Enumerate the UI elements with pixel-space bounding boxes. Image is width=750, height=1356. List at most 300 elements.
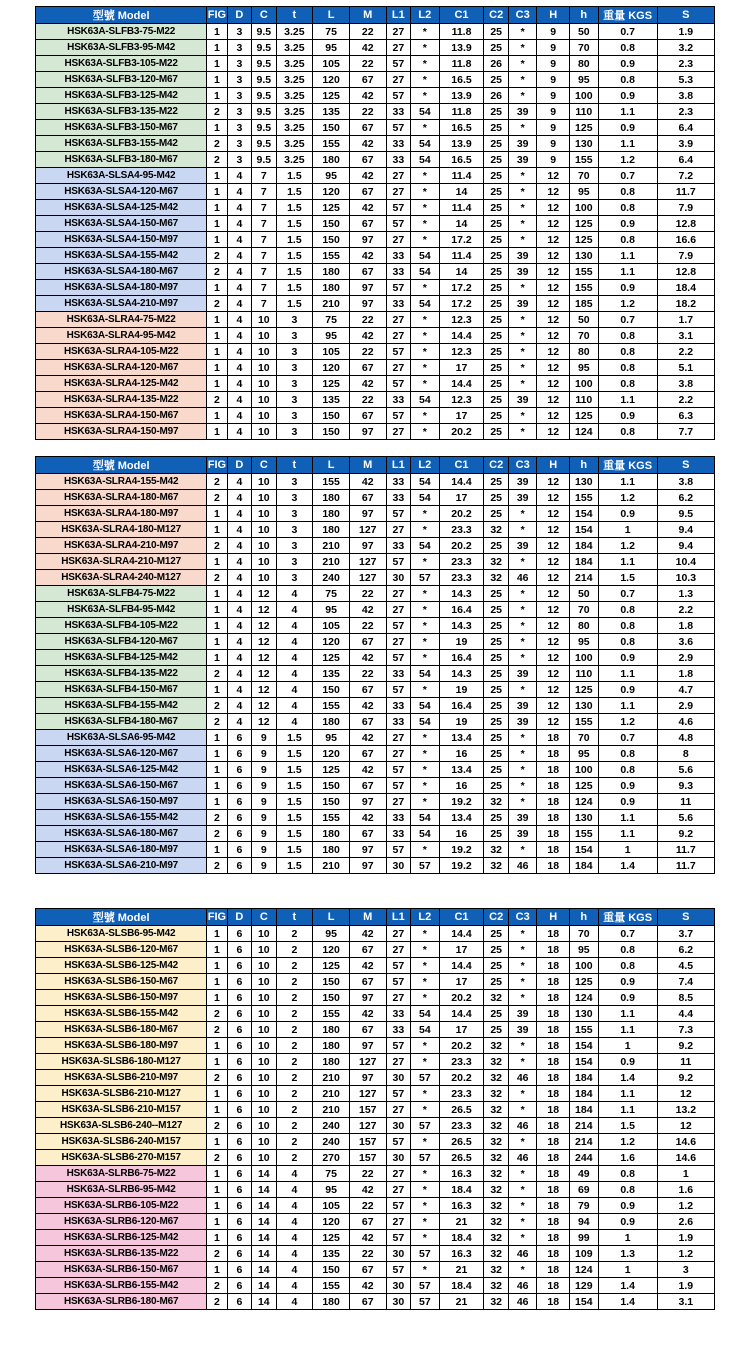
cell-l1: 33 [386, 392, 410, 408]
cell-d: 6 [227, 1246, 251, 1262]
cell-c1: 20.2 [439, 1038, 484, 1054]
cell-m: 157 [349, 1102, 386, 1118]
cell-l: 180 [313, 1294, 350, 1310]
cell-m: 22 [349, 104, 386, 120]
cell-c3: 39 [508, 666, 537, 682]
cell-c3: * [508, 1134, 537, 1150]
cell-t: 4 [276, 618, 313, 634]
cell-h: 18 [537, 842, 570, 858]
cell-l1: 30 [386, 1150, 410, 1166]
cell-fig: 1 [207, 730, 227, 746]
cell-h-small: 124 [570, 424, 599, 440]
cell-c2: 25 [484, 730, 508, 746]
cell-s: 14.6 [657, 1134, 714, 1150]
cell-m: 67 [349, 264, 386, 280]
cell-weight-kgs: 1.1 [598, 826, 657, 842]
model-cell: HSK63A-SLRA4-180-M67 [36, 490, 207, 506]
cell-t: 3.25 [276, 88, 313, 104]
cell-c1: 17.2 [439, 280, 484, 296]
table-row [36, 1198, 715, 1214]
table-row [36, 682, 715, 698]
cell-c: 12 [252, 634, 276, 650]
model-cell: HSK63A-SLFB3-120-M67 [36, 72, 207, 88]
cell-m: 67 [349, 408, 386, 424]
cell-l: 150 [313, 216, 350, 232]
cell-weight-kgs: 0.9 [598, 682, 657, 698]
cell-s: 4.8 [657, 730, 714, 746]
cell-t: 1.5 [276, 168, 313, 184]
cell-fig: 1 [207, 168, 227, 184]
cell-d: 6 [227, 1230, 251, 1246]
cell-h-small: 154 [570, 506, 599, 522]
table-row [36, 392, 715, 408]
cell-d: 6 [227, 1070, 251, 1086]
cell-l2: 54 [411, 104, 440, 120]
cell-h: 18 [537, 926, 570, 942]
cell-t: 3.25 [276, 72, 313, 88]
cell-fig: 1 [207, 424, 227, 440]
column-header-c3: C3 [508, 457, 537, 474]
cell-s: 4.5 [657, 958, 714, 974]
cell-l1: 27 [386, 1182, 410, 1198]
cell-c: 10 [252, 990, 276, 1006]
cell-c: 9 [252, 826, 276, 842]
cell-t: 1.5 [276, 826, 313, 842]
table-row [36, 312, 715, 328]
cell-c2: 25 [484, 634, 508, 650]
cell-c1: 17 [439, 942, 484, 958]
cell-m: 97 [349, 1038, 386, 1054]
model-cell: HSK63A-SLRA4-180-M127 [36, 522, 207, 538]
cell-s: 5.6 [657, 762, 714, 778]
cell-fig: 2 [207, 1118, 227, 1134]
cell-c2: 25 [484, 168, 508, 184]
cell-fig: 2 [207, 1022, 227, 1038]
column-header-c: C [252, 457, 276, 474]
cell-c3: 46 [508, 1294, 537, 1310]
cell-c3: * [508, 1038, 537, 1054]
cell-c: 9.5 [252, 104, 276, 120]
cell-l: 150 [313, 232, 350, 248]
model-cell: HSK63A-SLRA4-180-M97 [36, 506, 207, 522]
column-header-fig: FIG [207, 7, 227, 24]
cell-l: 125 [313, 88, 350, 104]
cell-t: 1.5 [276, 216, 313, 232]
cell-t: 3 [276, 360, 313, 376]
cell-h-small: 154 [570, 1038, 599, 1054]
table-row [36, 698, 715, 714]
cell-l2: 57 [411, 858, 440, 874]
cell-l1: 57 [386, 408, 410, 424]
cell-c2: 26 [484, 56, 508, 72]
cell-fig: 1 [207, 1134, 227, 1150]
cell-l1: 30 [386, 1246, 410, 1262]
cell-m: 42 [349, 328, 386, 344]
cell-s: 3.1 [657, 1294, 714, 1310]
cell-weight-kgs: 0.9 [598, 408, 657, 424]
cell-c3: * [508, 1214, 537, 1230]
cell-l1: 27 [386, 746, 410, 762]
cell-d: 4 [227, 184, 251, 200]
model-cell: HSK63A-SLSA4-150-M67 [36, 216, 207, 232]
cell-l2: 54 [411, 248, 440, 264]
cell-c3: * [508, 200, 537, 216]
cell-weight-kgs: 0.9 [598, 974, 657, 990]
cell-s: 2.6 [657, 1214, 714, 1230]
table-row [36, 474, 715, 490]
cell-c3: 39 [508, 264, 537, 280]
cell-m: 67 [349, 634, 386, 650]
column-header-c2: C2 [484, 7, 508, 24]
cell-l1: 27 [386, 602, 410, 618]
cell-l1: 27 [386, 168, 410, 184]
cell-c: 10 [252, 1134, 276, 1150]
cell-c: 10 [252, 408, 276, 424]
cell-h-small: 155 [570, 714, 599, 730]
cell-c2: 25 [484, 264, 508, 280]
cell-fig: 1 [207, 408, 227, 424]
cell-s: 1.6 [657, 1182, 714, 1198]
cell-l: 135 [313, 1246, 350, 1262]
cell-d: 3 [227, 152, 251, 168]
cell-c3: * [508, 232, 537, 248]
cell-c3: * [508, 682, 537, 698]
cell-l1: 57 [386, 88, 410, 104]
cell-t: 1.5 [276, 264, 313, 280]
cell-h-small: 125 [570, 232, 599, 248]
cell-l: 210 [313, 296, 350, 312]
cell-m: 22 [349, 312, 386, 328]
cell-c: 14 [252, 1278, 276, 1294]
cell-weight-kgs: 0.8 [598, 376, 657, 392]
cell-c2: 25 [484, 682, 508, 698]
cell-l: 125 [313, 1230, 350, 1246]
cell-c3: * [508, 88, 537, 104]
cell-l: 150 [313, 424, 350, 440]
cell-c2: 25 [484, 958, 508, 974]
cell-c1: 23.3 [439, 522, 484, 538]
cell-l1: 30 [386, 1118, 410, 1134]
table-row [36, 634, 715, 650]
cell-c3: * [508, 990, 537, 1006]
cell-m: 67 [349, 778, 386, 794]
cell-t: 3 [276, 424, 313, 440]
cell-l1: 57 [386, 120, 410, 136]
cell-weight-kgs: 1.5 [598, 570, 657, 586]
model-cell: HSK63A-SLFB3-125-M42 [36, 88, 207, 104]
cell-h: 9 [537, 152, 570, 168]
cell-fig: 1 [207, 1086, 227, 1102]
cell-weight-kgs: 0.8 [598, 942, 657, 958]
cell-s: 1.2 [657, 1198, 714, 1214]
cell-l: 125 [313, 200, 350, 216]
cell-h-small: 95 [570, 360, 599, 376]
cell-fig: 2 [207, 248, 227, 264]
cell-c1: 21 [439, 1214, 484, 1230]
model-cell: HSK63A-SLFB4-120-M67 [36, 634, 207, 650]
table-row [36, 826, 715, 842]
model-cell: HSK63A-SLFB3-155-M42 [36, 136, 207, 152]
column-header-l1: L1 [386, 7, 410, 24]
cell-l: 120 [313, 746, 350, 762]
model-cell: HSK63A-SLSA4-180-M97 [36, 280, 207, 296]
cell-c: 10 [252, 328, 276, 344]
cell-m: 67 [349, 360, 386, 376]
cell-s: 3.2 [657, 40, 714, 56]
cell-h-small: 125 [570, 974, 599, 990]
column-header-m: M [349, 7, 386, 24]
cell-c: 9 [252, 842, 276, 858]
cell-c2: 25 [484, 714, 508, 730]
cell-d: 4 [227, 554, 251, 570]
cell-m: 67 [349, 1214, 386, 1230]
model-cell: HSK63A-SLRB6-95-M42 [36, 1182, 207, 1198]
cell-h-small: 49 [570, 1166, 599, 1182]
cell-c: 9 [252, 858, 276, 874]
cell-m: 22 [349, 24, 386, 40]
table-row [36, 264, 715, 280]
cell-weight-kgs: 0.9 [598, 56, 657, 72]
table-row [36, 328, 715, 344]
cell-t: 3 [276, 376, 313, 392]
cell-d: 6 [227, 1022, 251, 1038]
cell-l2: 54 [411, 666, 440, 682]
cell-m: 67 [349, 826, 386, 842]
cell-l1: 30 [386, 1070, 410, 1086]
cell-weight-kgs: 0.7 [598, 586, 657, 602]
cell-weight-kgs: 1 [598, 1038, 657, 1054]
cell-weight-kgs: 0.9 [598, 88, 657, 104]
cell-s: 7.7 [657, 424, 714, 440]
cell-weight-kgs: 0.8 [598, 72, 657, 88]
cell-l: 105 [313, 344, 350, 360]
cell-d: 4 [227, 650, 251, 666]
model-cell: HSK63A-SLFB3-95-M42 [36, 40, 207, 56]
cell-h: 18 [537, 1294, 570, 1310]
cell-h: 12 [537, 168, 570, 184]
cell-m: 97 [349, 990, 386, 1006]
cell-m: 42 [349, 168, 386, 184]
cell-l2: * [411, 634, 440, 650]
cell-fig: 2 [207, 1294, 227, 1310]
cell-c: 12 [252, 698, 276, 714]
cell-l1: 33 [386, 810, 410, 826]
cell-m: 97 [349, 538, 386, 554]
cell-fig: 1 [207, 360, 227, 376]
cell-c1: 13.9 [439, 88, 484, 104]
cell-c2: 26 [484, 88, 508, 104]
cell-c: 9.5 [252, 72, 276, 88]
cell-h: 12 [537, 554, 570, 570]
cell-c3: * [508, 344, 537, 360]
cell-s: 2.2 [657, 344, 714, 360]
cell-c1: 17.2 [439, 296, 484, 312]
cell-fig: 1 [207, 650, 227, 666]
cell-h-small: 80 [570, 56, 599, 72]
cell-c1: 20.2 [439, 1070, 484, 1086]
cell-c1: 21 [439, 1294, 484, 1310]
cell-h: 12 [537, 184, 570, 200]
cell-h-small: 70 [570, 328, 599, 344]
cell-l1: 27 [386, 730, 410, 746]
cell-c3: * [508, 842, 537, 858]
cell-fig: 1 [207, 974, 227, 990]
model-cell: HSK63A-SLRA4-125-M42 [36, 376, 207, 392]
cell-c2: 25 [484, 296, 508, 312]
cell-t: 3.25 [276, 152, 313, 168]
cell-c3: * [508, 408, 537, 424]
cell-l2: 54 [411, 698, 440, 714]
cell-h-small: 124 [570, 794, 599, 810]
cell-s: 6.2 [657, 942, 714, 958]
cell-l1: 27 [386, 1214, 410, 1230]
cell-fig: 1 [207, 506, 227, 522]
cell-c2: 32 [484, 1214, 508, 1230]
table-row [36, 586, 715, 602]
cell-l2: * [411, 408, 440, 424]
cell-fig: 1 [207, 216, 227, 232]
cell-c1: 16.5 [439, 152, 484, 168]
cell-l: 155 [313, 474, 350, 490]
table-row [36, 1054, 715, 1070]
model-cell: HSK63A-SLFB4-95-M42 [36, 602, 207, 618]
cell-m: 42 [349, 376, 386, 392]
cell-h-small: 94 [570, 1214, 599, 1230]
cell-t: 4 [276, 1278, 313, 1294]
column-header-weight-kgs: 重量 KGS [598, 909, 657, 926]
cell-c: 7 [252, 248, 276, 264]
cell-h: 18 [537, 1102, 570, 1118]
cell-l: 125 [313, 376, 350, 392]
cell-fig: 2 [207, 698, 227, 714]
cell-l2: * [411, 1198, 440, 1214]
cell-l: 210 [313, 858, 350, 874]
cell-d: 3 [227, 88, 251, 104]
cell-d: 6 [227, 746, 251, 762]
cell-l2: 57 [411, 1150, 440, 1166]
column-header-l1: L1 [386, 909, 410, 926]
cell-h: 12 [537, 376, 570, 392]
model-cell: HSK63A-SLSA6-125-M42 [36, 762, 207, 778]
cell-s: 12 [657, 1086, 714, 1102]
cell-l: 270 [313, 1150, 350, 1166]
cell-l1: 57 [386, 554, 410, 570]
cell-fig: 2 [207, 538, 227, 554]
cell-t: 4 [276, 714, 313, 730]
cell-h-small: 70 [570, 602, 599, 618]
model-cell: HSK63A-SLSA6-120-M67 [36, 746, 207, 762]
cell-weight-kgs: 1.1 [598, 554, 657, 570]
cell-h: 18 [537, 1022, 570, 1038]
cell-h: 9 [537, 40, 570, 56]
model-cell: HSK63A-SLFB4-75-M22 [36, 586, 207, 602]
cell-c1: 14.4 [439, 376, 484, 392]
cell-c2: 32 [484, 990, 508, 1006]
cell-d: 4 [227, 682, 251, 698]
cell-l: 240 [313, 1118, 350, 1134]
cell-s: 7.3 [657, 1022, 714, 1038]
cell-h-small: 129 [570, 1278, 599, 1294]
model-cell: HSK63A-SLSA6-150-M67 [36, 778, 207, 794]
cell-d: 4 [227, 424, 251, 440]
model-cell: HSK63A-SLRA4-105-M22 [36, 344, 207, 360]
cell-l2: * [411, 56, 440, 72]
cell-m: 67 [349, 1294, 386, 1310]
cell-fig: 2 [207, 152, 227, 168]
cell-c1: 17 [439, 1022, 484, 1038]
cell-t: 1.5 [276, 248, 313, 264]
cell-m: 42 [349, 762, 386, 778]
cell-c1: 16 [439, 778, 484, 794]
cell-c1: 16.3 [439, 1198, 484, 1214]
column-header-c2: C2 [484, 457, 508, 474]
cell-t: 4 [276, 1198, 313, 1214]
cell-d: 6 [227, 842, 251, 858]
cell-c: 9 [252, 810, 276, 826]
column-header-c: C [252, 7, 276, 24]
cell-c3: 39 [508, 490, 537, 506]
cell-h: 12 [537, 312, 570, 328]
cell-h-small: 100 [570, 376, 599, 392]
cell-l1: 33 [386, 1022, 410, 1038]
cell-weight-kgs: 0.8 [598, 328, 657, 344]
table-header-row [36, 457, 715, 474]
cell-c1: 17 [439, 490, 484, 506]
model-cell: HSK63A-SLFB4-135-M22 [36, 666, 207, 682]
cell-h-small: 155 [570, 264, 599, 280]
cell-t: 3 [276, 312, 313, 328]
cell-s: 6.2 [657, 490, 714, 506]
cell-s: 14.6 [657, 1150, 714, 1166]
cell-m: 127 [349, 522, 386, 538]
model-cell: HSK63A-SLFB4-180-M67 [36, 714, 207, 730]
cell-fig: 1 [207, 72, 227, 88]
cell-m: 97 [349, 858, 386, 874]
column-header-fig: FIG [207, 457, 227, 474]
cell-l: 180 [313, 152, 350, 168]
cell-c2: 25 [484, 1022, 508, 1038]
cell-s: 1 [657, 1166, 714, 1182]
cell-fig: 1 [207, 232, 227, 248]
cell-h-small: 110 [570, 392, 599, 408]
cell-d: 6 [227, 974, 251, 990]
cell-c1: 18.4 [439, 1182, 484, 1198]
cell-t: 4 [276, 586, 313, 602]
cell-fig: 1 [207, 586, 227, 602]
cell-fig: 1 [207, 522, 227, 538]
cell-d: 3 [227, 120, 251, 136]
cell-l: 150 [313, 990, 350, 1006]
column-header-s: S [657, 457, 714, 474]
cell-d: 3 [227, 136, 251, 152]
cell-t: 1.5 [276, 232, 313, 248]
cell-c: 10 [252, 958, 276, 974]
cell-l1: 57 [386, 1198, 410, 1214]
table-row [36, 1246, 715, 1262]
cell-s: 11 [657, 794, 714, 810]
cell-l: 180 [313, 1038, 350, 1054]
cell-c1: 26.5 [439, 1150, 484, 1166]
cell-d: 6 [227, 1134, 251, 1150]
cell-c1: 14.4 [439, 328, 484, 344]
cell-c3: * [508, 280, 537, 296]
cell-c2: 25 [484, 104, 508, 120]
column-header-l1: L1 [386, 457, 410, 474]
column-header-h-small: h [570, 909, 599, 926]
model-cell: HSK63A-SLSA6-150-M97 [36, 794, 207, 810]
cell-s: 1.9 [657, 1278, 714, 1294]
cell-c1: 11.8 [439, 24, 484, 40]
